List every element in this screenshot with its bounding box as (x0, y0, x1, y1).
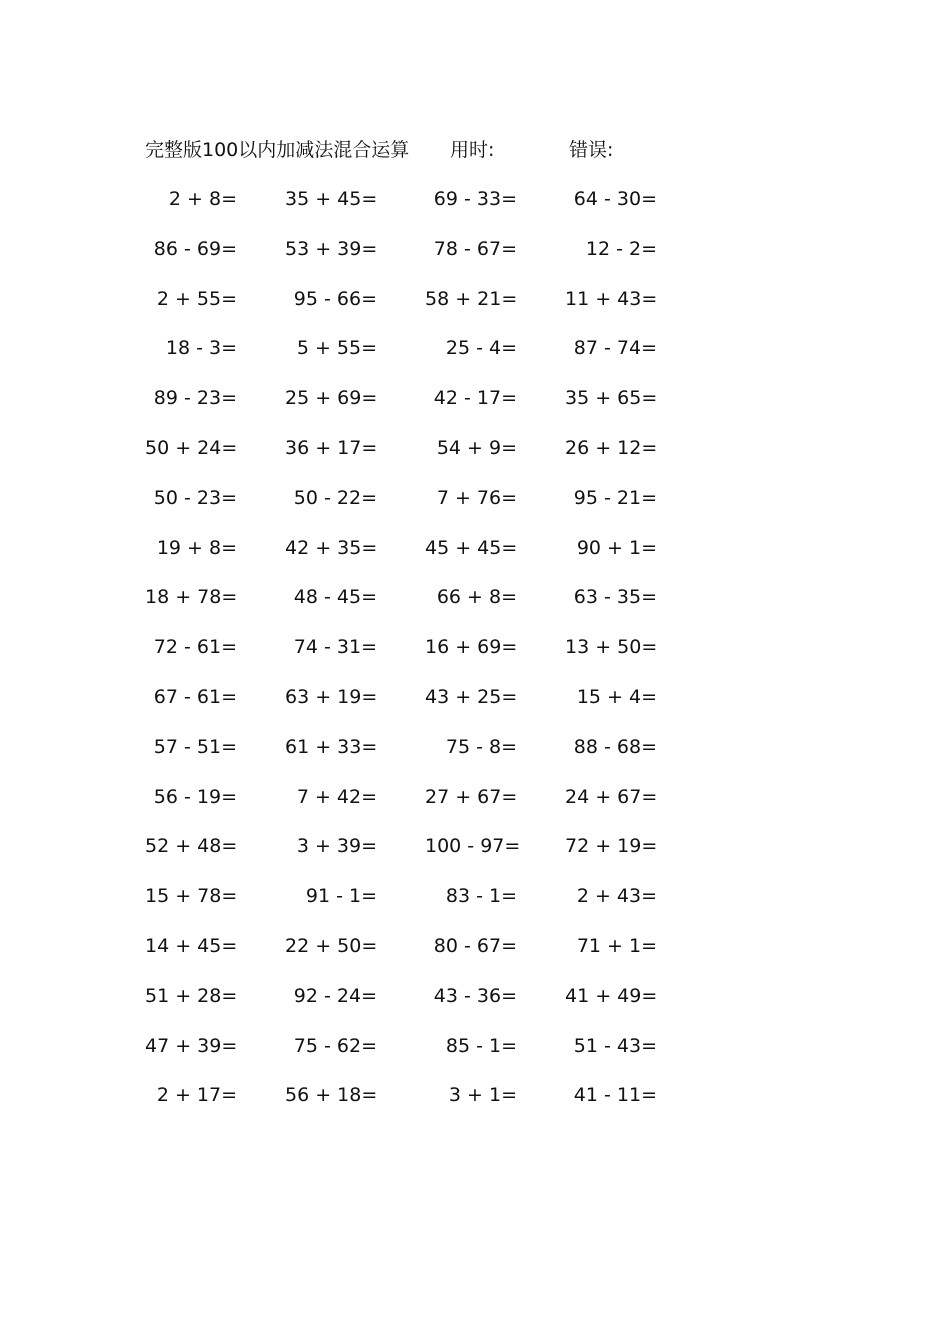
problem-cell: 83 - 1= (445, 885, 517, 908)
problem-cell: 12 - 2= (585, 237, 657, 260)
problem-cell: 43 - 36= (433, 984, 517, 1007)
problem-cell: 87 - 74= (573, 337, 657, 360)
problem-cell: 72 + 19= (565, 835, 658, 858)
problem-row (145, 384, 705, 434)
problem-row (145, 633, 705, 683)
problem-cell: 42 + 35= (285, 536, 378, 559)
problem-row (145, 1032, 705, 1082)
problem-cell: 43 + 25= (425, 685, 518, 708)
problem-cell: 18 + 78= (145, 586, 238, 609)
problem-cell: 2 + 8= (168, 188, 237, 210)
problem-cell: 54 + 9= (436, 436, 517, 459)
problem-cell: 11 + 43= (565, 287, 658, 310)
problem-cell: 95 - 66= (293, 287, 377, 310)
problem-row (145, 334, 705, 384)
problem-cell: 35 + 45= (285, 188, 378, 210)
problem-cell: 63 - 35= (573, 586, 657, 609)
problem-cell: 63 + 19= (285, 685, 378, 708)
problem-cell: 2 + 55= (156, 287, 237, 310)
problem-cell: 25 + 69= (285, 387, 378, 410)
problem-cell: 74 - 31= (293, 636, 377, 659)
problem-cell: 7 + 76= (436, 486, 517, 509)
problem-cell: 58 + 21= (425, 287, 518, 310)
problem-cell: 5 + 55= (296, 337, 377, 360)
problem-cell: 71 + 1= (576, 934, 657, 957)
problem-cell: 47 + 39= (145, 1034, 238, 1057)
problem-cell: 3 + 1= (448, 1084, 517, 1107)
problem-cell: 3 + 39= (296, 835, 377, 858)
problem-cell: 89 - 23= (153, 387, 237, 410)
problem-cell: 41 + 49= (565, 984, 658, 1007)
problem-row (145, 982, 705, 1032)
problem-cell: 67 - 61= (153, 685, 237, 708)
problem-row (145, 534, 705, 584)
problem-row (145, 783, 705, 833)
problem-cell: 14 + 45= (145, 934, 238, 957)
problem-cell: 50 - 23= (153, 486, 237, 509)
problem-cell: 26 + 12= (565, 436, 658, 459)
problem-cell: 53 + 39= (285, 237, 378, 260)
problem-cell: 42 - 17= (433, 387, 517, 410)
problem-cell: 100 - 97= (425, 835, 521, 858)
problem-cell: 90 + 1= (576, 536, 657, 559)
errors-label: 错误: (569, 139, 614, 161)
problem-cell: 80 - 67= (433, 934, 517, 957)
problem-cell: 36 + 17= (285, 436, 378, 459)
problem-row (145, 583, 705, 633)
problem-cell: 56 + 18= (285, 1084, 378, 1107)
problem-cell: 25 - 4= (445, 337, 517, 360)
problem-cell: 35 + 65= (565, 387, 658, 410)
problem-row (145, 882, 705, 932)
problem-cell: 50 - 22= (293, 486, 377, 509)
problem-row (145, 683, 705, 733)
problem-cell: 50 + 24= (145, 436, 238, 459)
problem-cell: 57 - 51= (153, 735, 237, 758)
problem-row (145, 285, 705, 335)
problem-cell: 86 - 69= (153, 237, 237, 260)
problem-cell: 7 + 42= (296, 785, 377, 808)
problem-cell: 51 - 43= (573, 1034, 657, 1057)
problem-cell: 95 - 21= (573, 486, 657, 509)
problem-cell: 15 + 78= (145, 885, 238, 908)
problem-cell: 16 + 69= (425, 636, 518, 659)
problem-row (145, 1081, 705, 1131)
problem-cell: 56 - 19= (153, 785, 237, 808)
problem-cell: 85 - 1= (445, 1034, 517, 1057)
problem-cell: 61 + 33= (285, 735, 378, 758)
problem-cell: 72 - 61= (153, 636, 237, 659)
problem-cell: 2 + 43= (576, 885, 657, 908)
problem-row (145, 932, 705, 982)
problem-cell: 92 - 24= (293, 984, 377, 1007)
problem-cell: 78 - 67= (433, 237, 517, 260)
problem-row (145, 484, 705, 534)
problem-cell: 48 - 45= (293, 586, 377, 609)
problem-cell: 91 - 1= (305, 885, 377, 908)
problem-cell: 24 + 67= (565, 785, 658, 808)
problem-cell: 75 - 8= (445, 735, 517, 758)
problem-cell: 22 + 50= (285, 934, 378, 957)
problem-cell: 13 + 50= (565, 636, 658, 659)
problem-cell: 66 + 8= (436, 586, 517, 609)
time-label: 用时: (450, 139, 495, 161)
problem-row (145, 733, 705, 783)
problem-cell: 51 + 28= (145, 984, 238, 1007)
problem-cell: 64 - 30= (573, 188, 657, 210)
problem-grid (145, 185, 705, 1131)
problem-row (145, 185, 705, 235)
worksheet-title: 完整版100以内加减法混合运算 (145, 139, 410, 161)
problem-row (145, 434, 705, 484)
problem-cell: 18 - 3= (165, 337, 237, 360)
problem-row (145, 235, 705, 285)
problem-cell: 27 + 67= (425, 785, 518, 808)
problem-cell: 19 + 8= (156, 536, 237, 559)
problem-cell: 88 - 68= (573, 735, 657, 758)
problem-cell: 41 - 11= (573, 1084, 657, 1107)
problem-cell: 52 + 48= (145, 835, 238, 858)
problem-cell: 15 + 4= (576, 685, 657, 708)
problem-cell: 45 + 45= (425, 536, 518, 559)
problem-cell: 75 - 62= (293, 1034, 377, 1057)
problem-cell: 69 - 33= (433, 188, 517, 210)
problem-row (145, 832, 705, 882)
problem-cell: 2 + 17= (156, 1084, 237, 1107)
